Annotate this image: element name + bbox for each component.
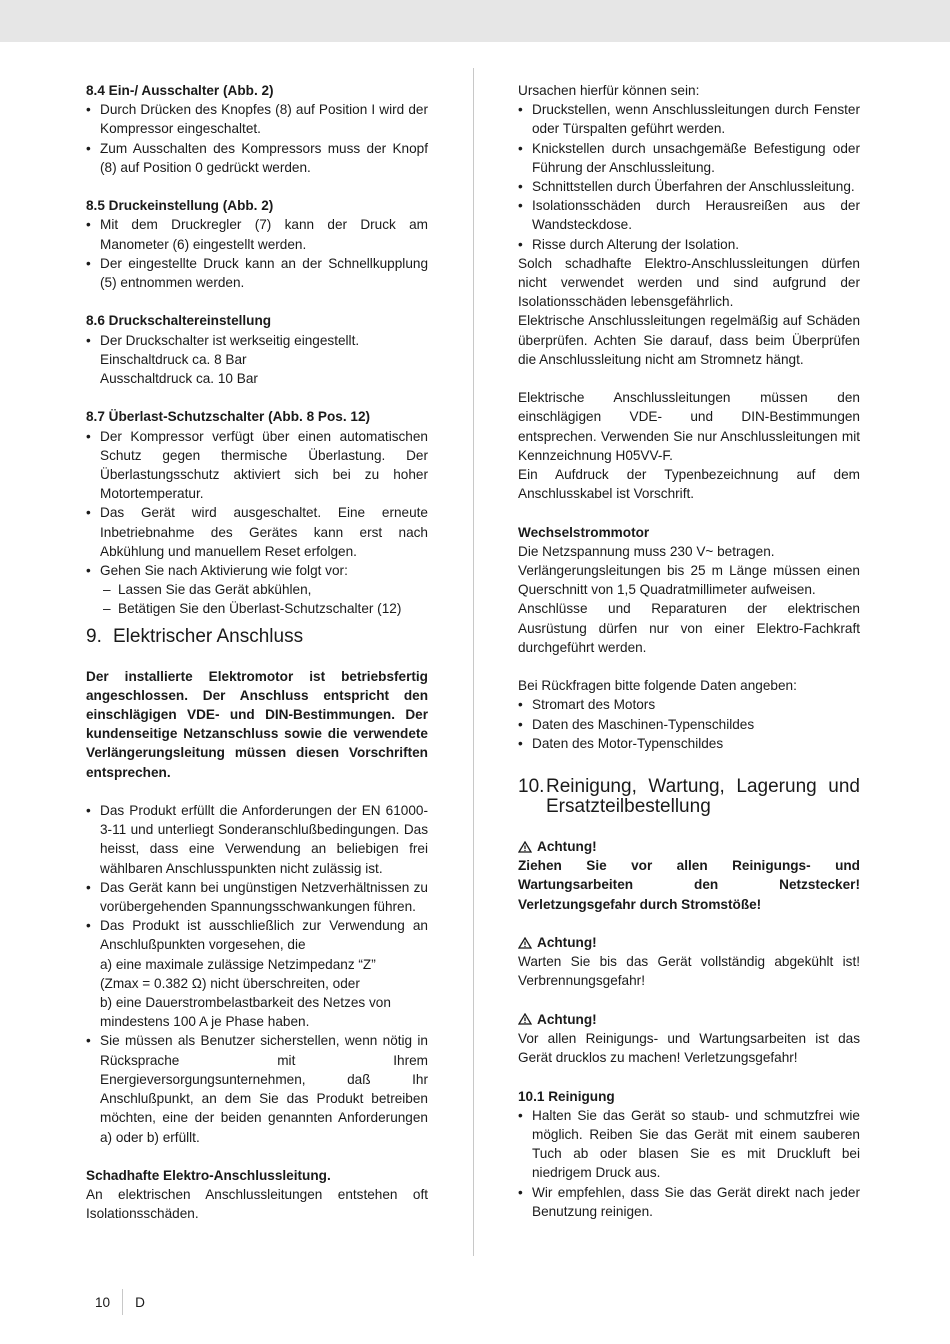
warning-label-text: Achtung! <box>537 935 597 951</box>
list-item: • Der eingestellte Druck kann an der Schnellkupplung (5) entnommen werden. <box>86 254 428 292</box>
section-9-intro <box>86 667 428 782</box>
list-item-line: b) eine Dauerstrombelastbarkeit des Netzes von <box>100 995 391 1011</box>
paragraph: Elektrische Anschlussleitungen regelmäßig auf Schäden überprüfen. Achten Sie darauf, dass beim Überprüfen die Anschlussleitung nicht am Stromnetz hängt. <box>518 313 860 367</box>
paragraph: Solch schadhafte Elektro-Anschlussleitungen dürfen nicht verwendet werden und sind aufgrund der Isolationsschäden lebensgefährlich. <box>518 255 860 310</box>
list-item: • Daten des Maschinen-Typenschildes <box>518 715 860 734</box>
list-item-line: • Das Produkt ist ausschließlich zur Verwendung an Anschlußpunkten vorgesehen, die <box>100 918 428 953</box>
section-8-5-heading: 8.5 Druckeinstellung (Abb. 2) <box>86 198 274 214</box>
list-item-line: (Zmax = 0.382 Ω) nicht überschreiten, oder <box>100 975 360 991</box>
list-item-line: mindestens 100 A je Phase haben. <box>100 1014 310 1030</box>
list-item: • Das Gerät kann bei ungünstigen Netzverhältnissen zu vorübergehenden Spannungsschwankungen führen. <box>86 878 428 916</box>
warning-text: Vor allen Reinigungs- und Wartungsarbeiten ist das Gerät drucklos zu machen! Verletzungsgefahr! <box>518 1031 860 1066</box>
warning-text: Ziehen Sie vor allen Reinigungs- und Wartungsarbeiten den Netzstecker! Verletzungsgefahr durch Stromstöße! <box>518 858 860 912</box>
language-code: D <box>135 1294 145 1310</box>
section-title: Reinigung, Wartung, Lagerung und Ersatzteilbestellung <box>546 776 860 818</box>
section-8-6-heading: 8.6 Druckschaltereinstellung <box>86 313 272 329</box>
list-item: • Das Produkt erfüllt die Anforderungen der EN 61000-3-11 und unterliegt Sonderanschlußbedingungen. Das heisst, dass eine Verwendung an beliebigen frei wählbaren Anschlusspunkten nicht zulässig ist. <box>86 801 428 878</box>
warning-icon <box>518 1013 532 1025</box>
paragraph: Verlängerungsleitungen bis 25 m Länge müssen einen Querschnitt von 1,5 Quadratmillimeter aufweisen. <box>518 563 860 598</box>
top-bar <box>0 0 950 42</box>
section-number: 10. <box>518 776 545 798</box>
causes-list <box>518 100 860 254</box>
section-8-7-list <box>86 427 428 581</box>
paragraph: Ein Aufdruck der Typenbezeichnung auf dem Anschlusskabel ist Vorschrift. <box>518 467 860 502</box>
list-item-line: a) eine maximale zulässige Netzimpedanz “Z” <box>100 956 376 972</box>
section-8-5-list <box>86 215 428 292</box>
sub-list-item: – Betätigen Sie den Überlast-Schutzschalter (12) <box>86 599 428 618</box>
page-footer <box>95 1289 145 1315</box>
warning-icon <box>518 841 532 853</box>
paragraph: Anschlüsse und Reparaturen der elektrischen Ausrüstung dürfen nur von einer Elektro-Fachkraft durchgeführt werden. <box>518 601 860 655</box>
right-column <box>518 81 860 1221</box>
list-item: • Knickstellen durch unsachgemäße Befestigung oder Führung der Anschlussleitung. <box>518 139 860 177</box>
list-item: • Halten Sie das Gerät so staub- und schmutzfrei wie möglich. Reiben Sie das Gerät mit einem sauberen Tuch ab oder blasen Sie es mit Druckluft bei niedrigem Druck aus. <box>518 1106 860 1183</box>
list-item: • Mit dem Druckregler (7) kann der Druck am Manometer (6) eingestellt werden. <box>86 215 428 253</box>
list-item: • Das Gerät wird ausgeschaltet. Eine erneute Inbetriebnahme des Gerätes kann erst nach Abkühlung und manuellem Reset erfolgen. <box>86 503 428 561</box>
rueckfragen-intro: Bei Rückfragen bitte folgende Daten angeben: <box>518 678 797 694</box>
section-9-list <box>86 801 428 1147</box>
warning-label-text: Achtung! <box>537 839 597 855</box>
column-divider <box>473 68 474 1256</box>
list-item: • Der Druckschalter ist werkseitig eingestellt. <box>86 331 428 350</box>
warning-label <box>518 837 860 856</box>
pressure-values <box>86 350 428 388</box>
left-column <box>86 81 428 1224</box>
list-item: • Daten des Motor-Typenschildes <box>518 734 860 753</box>
list-item: • Durch Drücken des Knopfes (8) auf Position I wird der Kompressor eingeschaltet. <box>86 100 428 138</box>
causes-intro: Ursachen hierfür können sein: <box>518 83 700 98</box>
list-item: • Sie müssen als Benutzer sicherstellen, wenn nötig in Rücksprache mit Ihrem Energieversorgungsunternehmen, daß Ihr Anschlußpunkt, an dem Sie das Produkt betreiben möchten, eine der beiden genannten Anforderungen a) oder b) erfüllt. <box>86 1031 428 1146</box>
section-10-heading <box>518 777 860 817</box>
page-number: 10 <box>95 1294 111 1310</box>
list-item <box>86 916 428 1031</box>
intro-paragraph: Der installierte Elektromotor ist betriebsfertig angeschlossen. Der Anschluss entspricht den einschlägigen VDE- und DIN-Bestimmungen. Der kundenseitige Netzanschluss sowie die verwendete Verlängerungsleitung müssen diesen Vorschriften entsprechen. <box>86 668 428 780</box>
section-8-7-sublist <box>86 580 428 618</box>
cut-out-pressure: Ausschaltdruck ca. 10 Bar <box>100 371 258 387</box>
section-8-6-list <box>86 331 428 350</box>
warning-text: Warten Sie bis das Gerät vollständig abgekühlt ist! Verbrennungsgefahr! <box>518 954 860 989</box>
section-10-1-heading: 10.1 Reinigung <box>518 1088 615 1104</box>
list-item: • Der Kompressor verfügt über einen automatischen Schutz gegen thermische Überlastung. Der Überlastungsschutz aktiviert sich bei zu hoher Motortemperatur. <box>86 427 428 504</box>
section-8-7-heading: 8.7 Überlast-Schutzschalter (Abb. 8 Pos. 12) <box>86 409 371 425</box>
schadhafte-text: An elektrischen Anschlussleitungen entstehen oft Isolationsschäden. <box>86 1187 428 1222</box>
section-number: 9. <box>86 625 102 647</box>
schadhafte-heading: Schadhafte Elektro-Anschlussleitung. <box>86 1167 331 1183</box>
section-9-heading <box>86 627 428 647</box>
sub-list-item: – Lassen Sie das Gerät abkühlen, <box>86 580 428 599</box>
list-item: • Isolationsschäden durch Herausreißen aus der Wandsteckdose. <box>518 196 860 234</box>
list-item: • Zum Ausschalten des Kompressors muss der Knopf (8) auf Position 0 gedrückt werden. <box>86 139 428 177</box>
section-title: Elektrischer Anschluss <box>113 625 304 647</box>
paragraph: Die Netzspannung muss 230 V~ betragen. <box>518 543 775 559</box>
section-8-4-heading: 8.4 Ein-/ Ausschalter (Abb. 2) <box>86 83 274 98</box>
list-item: • Gehen Sie nach Aktivierung wie folgt vor: <box>86 561 428 580</box>
list-item: • Druckstellen, wenn Anschlussleitungen durch Fenster oder Türspalten geführt werden. <box>518 100 860 138</box>
warning-label-text: Achtung! <box>537 1011 597 1027</box>
warning-icon <box>518 937 532 949</box>
list-item: • Schnittstellen durch Überfahren der Anschlussleitung. <box>518 177 860 196</box>
warning-label <box>518 933 860 952</box>
paragraph: Elektrische Anschlussleitungen müssen den einschlägigen VDE- und DIN-Bestimmungen entsprechen. Verwenden Sie nur Anschlussleitungen mit Kennzeichnung H05VV-F. <box>518 390 860 463</box>
warning-label <box>518 1010 860 1029</box>
list-item: • Wir empfehlen, dass Sie das Gerät direkt nach jeder Benutzung reinigen. <box>518 1183 860 1221</box>
wechselstrommotor-heading: Wechselstrommotor <box>518 524 650 540</box>
footer-divider <box>122 1289 123 1315</box>
rueckfragen-list <box>518 695 860 753</box>
list-item: • Stromart des Motors <box>518 695 860 714</box>
cut-in-pressure: Einschaltdruck ca. 8 Bar <box>100 351 247 367</box>
list-item: • Risse durch Alterung der Isolation. <box>518 235 860 254</box>
section-10-1-list <box>518 1106 860 1221</box>
section-8-4-list <box>86 100 428 177</box>
